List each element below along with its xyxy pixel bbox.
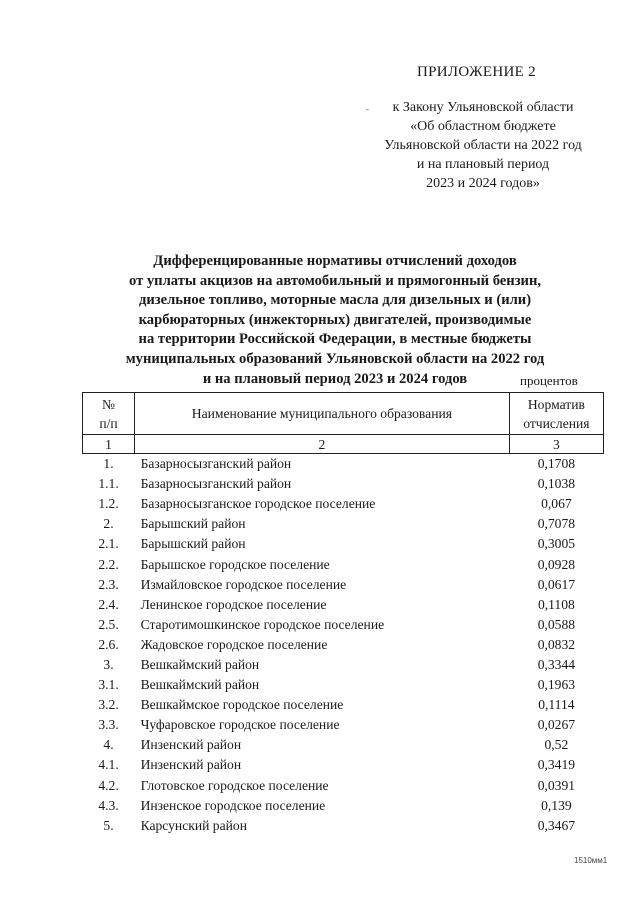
table-row (83, 575, 604, 595)
row-name: Измайловское городское поселение (140, 576, 347, 592)
row-number: 5. (103, 817, 114, 833)
header-number-line1: № (102, 396, 116, 412)
title-line: на территории Российской Федерации, в местные бюджеты (138, 331, 532, 348)
law-reference-line: 2023 и 2024 годов» (426, 176, 540, 191)
row-value: 0,1038 (537, 476, 576, 492)
footer-code: 1510мм1 (574, 856, 608, 865)
row-name: Барышское городское поселение (140, 556, 330, 572)
title-line: Дифференцированные нормативы отчислений доходов (153, 253, 517, 269)
header-norm-line2: отчисления (523, 415, 590, 431)
row-name: Барышский район (140, 516, 246, 532)
table-row (83, 695, 604, 715)
table-row (83, 615, 604, 635)
row-name: Карсунский район (140, 817, 247, 833)
row-name: Базарносызганский район (140, 456, 292, 472)
row-number: 2.3. (98, 576, 119, 592)
row-name: Глотовское городское поселение (140, 777, 329, 793)
title-line: муниципальных образований Ульяновской области на 2022 год (125, 350, 545, 367)
column-number: 1 (83, 435, 135, 454)
title-line: карбюраторных (инжекторных) двигателей, производимые (138, 311, 532, 328)
law-reference-line: и на плановый период (416, 157, 550, 172)
row-number: 1.2. (98, 496, 119, 512)
table-row (83, 816, 604, 836)
header-number (83, 393, 135, 435)
row-name: Барышский район (140, 536, 246, 552)
law-reference-line: к Закону Ульяновской области (392, 100, 574, 115)
row-number: 4.1. (98, 757, 119, 773)
row-value: 0,067 (541, 496, 572, 512)
law-reference-line: «Об областном бюджете (410, 119, 556, 134)
row-name: Базарносызганское городское поселение (140, 496, 376, 512)
column-number-row (83, 435, 604, 454)
row-value: 0,7078 (537, 516, 576, 532)
row-number: 3. (103, 656, 114, 672)
row-number: 3.1. (98, 677, 119, 693)
table-row (83, 735, 604, 755)
row-value: 0,1963 (537, 677, 576, 693)
row-number: 2.4. (98, 596, 119, 612)
units-label: процентов (520, 373, 578, 388)
column-number: 2 (135, 435, 510, 454)
row-value: 0,0588 (537, 616, 576, 632)
table-row (83, 554, 604, 574)
table-row (83, 635, 604, 655)
header-name: Наименование муниципального образования (135, 393, 510, 435)
law-reference (340, 98, 626, 193)
row-name: Инзенский район (140, 737, 242, 753)
table-row (83, 514, 604, 534)
table-row (83, 776, 604, 796)
row-value: 0,52 (544, 737, 569, 753)
row-value: 0,3467 (537, 817, 576, 833)
table-header-row (83, 393, 604, 435)
row-value: 0,0267 (537, 717, 576, 733)
row-number: 2.1. (98, 536, 119, 552)
row-value: 0,0391 (537, 777, 576, 793)
row-number: 2.5. (98, 616, 119, 632)
row-value: 0,3419 (537, 757, 576, 773)
row-value: 0,0617 (537, 576, 576, 592)
row-value: 0,1108 (537, 596, 575, 612)
table-row (83, 454, 604, 475)
table-row (83, 534, 604, 554)
row-value: 0,3344 (537, 656, 576, 672)
row-value: 0,1708 (537, 456, 576, 472)
row-name: Чуфаровское городское поселение (140, 717, 340, 733)
title-line: от уплаты акцизов на автомобильный и прямогонный бензин, (128, 272, 542, 289)
law-reference-line: Ульяновской области на 2022 год (384, 138, 582, 153)
row-name: Жадовское городское поселение (140, 636, 328, 652)
row-value: 0,0832 (537, 636, 576, 652)
scan-mark: - (366, 104, 369, 114)
appendix-title: ПРИЛОЖЕНИЕ 2 (417, 64, 536, 80)
table-row (83, 715, 604, 735)
row-name: Базарносызганский район (140, 476, 292, 492)
title-line: дизельное топливо, моторные масла для дизельных и (или) (138, 292, 532, 309)
table-row (83, 474, 604, 494)
row-name: Инзенский район (140, 757, 242, 773)
table-row (83, 675, 604, 695)
row-number: 2.2. (98, 556, 119, 572)
row-number: 3.3. (98, 717, 119, 733)
table-row (83, 655, 604, 675)
table-row (83, 755, 604, 775)
row-name: Вешкаймское городское поселение (140, 697, 344, 713)
row-number: 2.6. (98, 636, 119, 652)
document-title (95, 252, 575, 389)
row-number: 2. (103, 516, 114, 532)
table-body (83, 454, 604, 836)
header-norm (509, 393, 603, 435)
normatives-table (82, 392, 604, 836)
header-norm-line1: Норматив (527, 396, 585, 412)
header-number-line2: п/п (99, 415, 118, 431)
row-number: 3.2. (98, 697, 119, 713)
row-number: 1.1. (98, 476, 119, 492)
row-value: 0,139 (541, 797, 572, 813)
row-value: 0,1114 (538, 697, 575, 713)
row-number: 4. (103, 737, 114, 753)
row-name: Вешкаймский район (140, 656, 260, 672)
row-name: Старотимошкинское городское поселение (140, 616, 385, 632)
column-number: 3 (509, 435, 603, 454)
table-row (83, 796, 604, 816)
row-value: 0,3005 (537, 536, 576, 552)
title-line: и на плановый период 2023 и 2024 годов (202, 370, 468, 387)
table-row (83, 595, 604, 615)
row-number: 4.3. (98, 797, 119, 813)
row-number: 4.2. (98, 777, 119, 793)
table-row (83, 494, 604, 514)
row-name: Ленинское городское поселение (140, 596, 327, 612)
row-number: 1. (103, 456, 114, 472)
row-name: Инзенское городское поселение (140, 797, 326, 813)
row-value: 0,0928 (537, 556, 576, 572)
row-name: Вешкаймский район (140, 677, 260, 693)
